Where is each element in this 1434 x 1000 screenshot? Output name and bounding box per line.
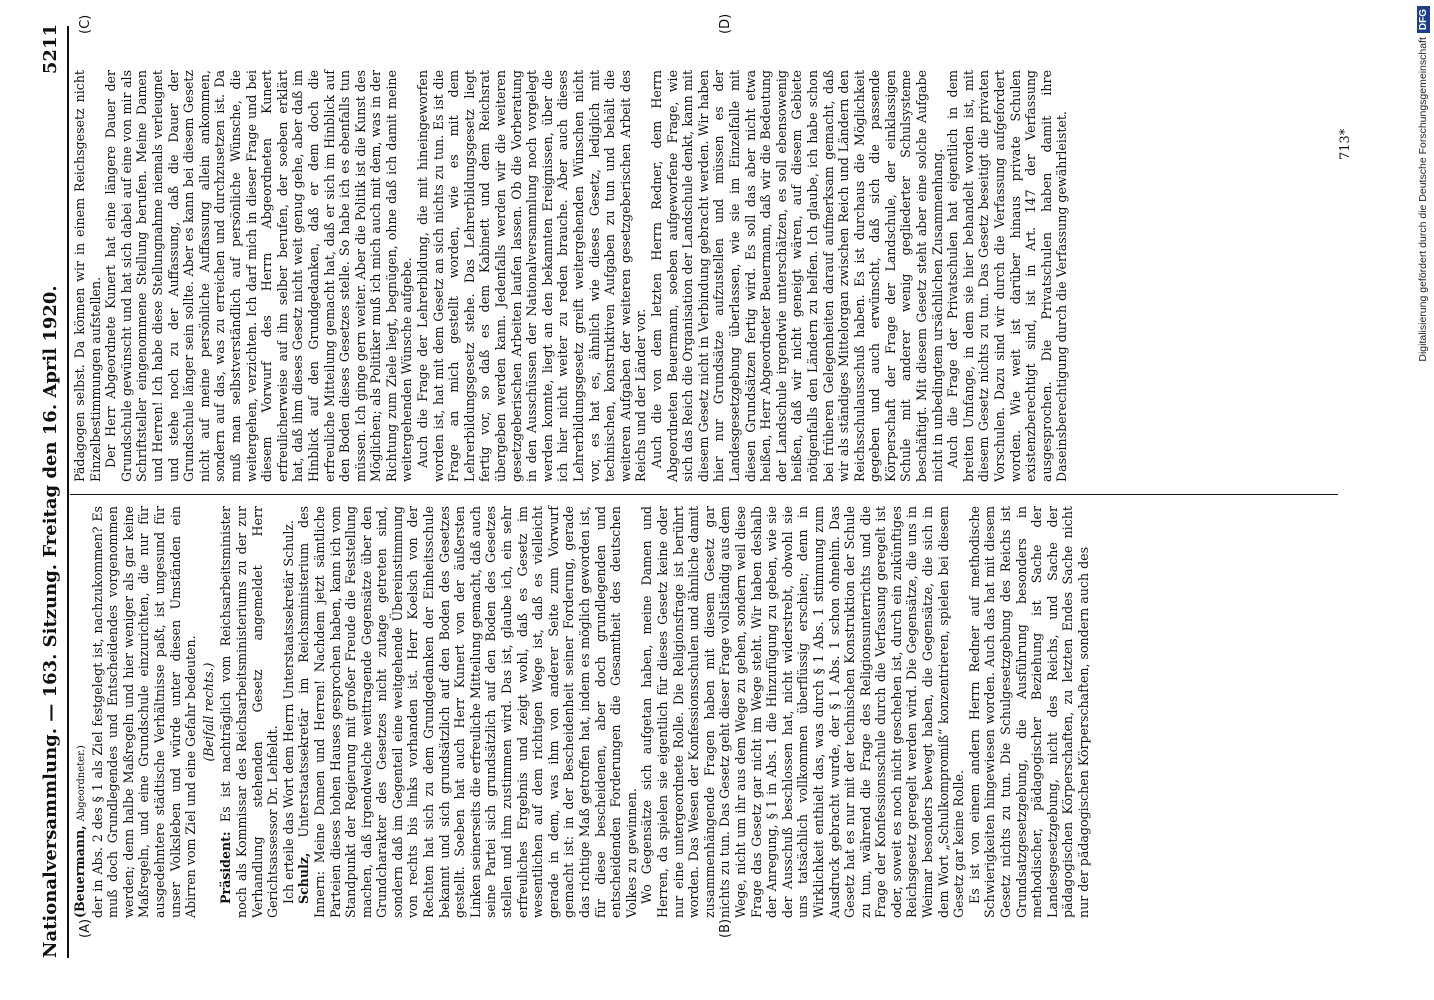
margin-mark-b: (B) <box>718 918 733 938</box>
paragraph: Auch die Frage der Privatschulen hat eigentlich in dem breiten Umfange, in dem sie hier behandelt worden ist, mit diesem Gesetz nichts zu tun. Das Gesetz beseitigt die privaten Vorschulen. Dazu sind wir durch die Verfassung aufgefordert worden. Wie weit ist darüber hinaus private Schulen existenzberechtigt sind, ist in Art. 147 der Verfassung ausgesprochen. Die Privatschulen haben damit ihre Daseinsberechtigung durch die Verfassung gewährleistet. <box>945 70 1070 482</box>
paragraph: Ich erteile das Wort dem Herrn Unterstaatssekretär Schulz. <box>280 520 296 904</box>
margin-mark-a: (A) <box>78 918 93 938</box>
paragraph: der in Abs. 2 des § 1 als Ziel festgelegt ist, nachzukommen? Es muß doch Grundlegendes und Entscheidendes vorgenommen werden; denn halbe Maßregeln und hier weniger als gar keine Maßregeln, und eine Grundschule einzurichten, die nur für ausgedehntere städtische Verhältnisse paßt, ist ungesund für unser Volksleben und würde unter diesen Umständen ein Abirren vom Ziel und eine Gefahr bedeuten. <box>89 506 199 918</box>
column-divider <box>70 494 1338 495</box>
credit-text: Digitalisierung gefördert durch die Deutsche Forschungsgemeinschaft <box>1417 37 1429 362</box>
left-column <box>72 506 1092 918</box>
dfg-logo: DFG <box>1417 6 1430 33</box>
digitization-credit <box>1412 0 1434 1000</box>
header-rule <box>67 26 69 958</box>
paragraph: Auch die von dem letzten Herrn Redner, dem Herrn Abgeordneten Beuermann, soeben aufgeworfene Frage, wie sich das Reich die Organisation der Landschule denkt, kann mit diesem Gesetz nicht in Verbindung gebracht werden. Wir haben hier nur Grundsätze aufzustellen und müssen es der Landesgesetzgebung überlassen, wie sie im Einzelfalle mit diesen Grundsätzen fertig wird. Es soll das aber nicht etwa heißen, Herr Abgeordneter Beuermann, daß wir die Bedeutung der Landschule irgendwie unterschätzen, es soll ebensowenig heißen, daß wir nicht geneigt wären, auf diesem Gebiete nötigenfalls den Ländern zu helfen. Ich glaube, ich habe schon bei früheren Gelegenheiten darauf aufmerksam gemacht, daß wir als ständiges Mittelorgan zwischen Reich und Ländern den Reichsschulausschuß haben. Es ist durchaus die Möglichkeit gegeben und auch erwünscht, daß sich die passende Körperschaft der Frage der Landschule, der einklassigen Schule mit anderer wenig gegliederter Schulsysteme beschäftigt. Mit diesem Gesetz steht aber eine solche Aufgabe nicht in unbedingtem ursächlichen Zusammenhang. <box>648 70 945 482</box>
speaker-role: Abgeordneter.) <box>76 745 87 822</box>
speaker-role: Unterstaatssekretär im Reichsministerium des Innern: <box>296 506 327 918</box>
paragraph: Der Herr Abgeordnete Kunert hat eine längere Dauer der Grundschule gewünscht und hat sich dabei auf eine von mir als Schriftsteller eingenommene Stellung berufen. Meine Damen und Herren! Ich habe diese Stellungnahme niemals verleugnet und stehe noch zu der Auffassung, daß die Dauer der Grundschule länger sein sollte. Aber es kann bei diesem Gesetz nicht auf meine persönliche Auffassung allein ankommen, sondern auf das, was zu erreichen und durchzusetzen ist. Da muß man selbstverständlich auf persönliche Wünsche, die weitergehen, verzichten. Ich darf mich in dieser Frage und bei diesem Vorwurf des Herrn Abgeordneten Kunert erfreulicherweise auf ihn selber berufen, der soeben erklärt hat, daß ihm dieses Gesetz nicht weit genug gehe, aber daß im Hinblick auf den Grundgedanken, daß er dem doch die erfreuliche Mitteilung gemacht hat, daß er sich im Hinblick auf den Boden dieses Gesetzes stelle. So habe ich es ebenfalls tun müssen. Ich ginge gern weiter. Aber die Politik ist die Kunst des Möglichen; als Politiker muß ich mich auch mit dem, was in der Richtung zum Ziele liegt, begnügen, ohne daß ich damit meine weitergehenden Wünsche aufgebe. <box>103 70 415 482</box>
footer-number: 713* <box>1338 128 1353 160</box>
paragraph: Auch die Frage der Lehrerbildung, die mit hineingeworfen worden ist, hat mit dem Gesetz an sich nichts zu tun. Es ist die Frage an mich gestellt worden, wie es mit dem Lehrerbildungsgesetz stehe. Das Lehrerbildungsgesetz liegt fertig vor, so daß es dem Kabinett und dem Reichsrat übergeben werden kann. Jedenfalls werden wir die weiteren gesetzgeberischen Arbeiten laufen lassen. Ob die Vorberatung in den Ausschüssen der Nationalversammlung noch vorgelegt werden konnte, liegt an den bekannten Ereignissen, über die ich hier nicht weiter zu reden brauche. Aber auch dieses Lehrerbildungsgesetz greift weitergehenden Wünschen nicht vor, es hat es, ähnlich wie dieses Gesetz, lediglich mit technischen, konstruktiven Aufgaben zu tun und behält die weiteren Aufgaben der weiteren gesetzgeberischen Arbeit des Reichs und der Länder vor. <box>415 70 649 482</box>
paragraph: Pädagogen selbst. Da können wir in einem Reichsgesetz nicht Einzelbestimmungen aufstellen. <box>72 70 103 482</box>
page-header <box>40 0 66 1000</box>
running-title: Nationalversammlung. — 163. Sitzung. Freitag den 16. April 1920. <box>40 285 61 958</box>
page-number: 5211 <box>40 24 61 75</box>
paragraph: Meine Damen und Herren! Nachdem jetzt sämtliche Parteien dieses hohen Hauses gesprochen haben, kann ich vom Standpunkt der Regierung mit großer Freude die Feststellung machen, daß irgendwelche weittragende Gegensätze über den Grundcharakter des Gesetzes nicht zutage getreten sind, sondern daß im Gegenteil eine weitgehende Übereinstimmung von rechts bis links vorhanden ist. Herr Koelsch von der Rechten hat sich zu dem Grundgedanken der Einheitsschule bekannt und sich grundsätzlich auf den Boden des Gesetzes gestellt. Soeben hat auch Herr Kunert von der äußersten Linken seinerseits die erfreuliche Mitteilung gemacht, daß auch seine Partei sich grundsätzlich auf den Boden des Gesetzes stellen und ihm zustimmen wird. Das ist, glaube ich, ein sehr erfreuliches Ergebnis und zeigt wohl, daß es Gesetz im wesentlichen auf dem richtigen Wege ist, daß es vielleicht gerade in dem, was ihm von anderer Seite zum Vorwurf gemacht ist: in der Bescheidenheit seiner Forderung, gerade das richtige Maß getroffen hat, indem es möglich geworden ist, für diese bescheidenen, aber doch grundlegenden und entscheidenden Forderungen die Gesamtheit des deutschen Volkes zu gewinnen. <box>311 506 639 918</box>
applause-note: (Beifall rechts.) <box>200 662 216 762</box>
speaker-name: (Beuermann, <box>72 825 87 918</box>
margin-mark-c: (C) <box>78 14 93 34</box>
right-column <box>72 70 1070 482</box>
paragraph: Wo Gegensätze sich aufgetan haben, meine Damen und Herren, da spielen sie eigentlich für dieses Gesetz keine oder nur eine untergeordnete Rolle. Die Religionsfrage ist berührt worden. Das Wesen der Konfessionsschulen und ähnliche damit zusammenhängende Fragen haben mit diesem Gesetz gar nichts zu tun. Das Gesetz geht dieser Frage vollständig aus dem Wege, nicht um ihr aus dem Wege zu gehen, sondern weil diese Frage das Gesetz gar nicht im Wege steht. Wir haben deshalb der Anregung, § 1 in Abs. 1 die Hinzufügung zu geben, wie sie der Ausschuß beschlossen hat, nicht widerstrebt, obwohl sie uns tatsächlich vollkommen überflüssig erschien; denn in Wirklichkeit enthielt das, was durch § 1 Abs. 1 stimmung zum Ausdruck gebracht wurde, der § 1 Abs. 1 schon ohnehin. Das Gesetz hat es nur mit der technischen Konstruktion der Schule zu tun, während die Frage des Religionsunterrichts und die Frage der Konfessionsschule durch die Verfassung geregelt ist oder, soweit es noch nicht geschehen ist, durch ein zukünftiges Reichsgesetz geregelt werden wird. Die Gegensätze, die uns in Weimar besonders bewegt haben, die Gegensätze, die sich in dem Wort „Schulkompromiß“ konzentrieren, spielen bei diesem Gesetz gar keine Rolle. <box>639 506 967 918</box>
speaker-name: Schulz, <box>296 852 312 904</box>
paragraph: Es ist nachträglich vom Reichsarbeitsminister noch als Kommissar des Reichsarbeitsministeriums zu der zur Verhandlung stehenden Gesetz angemeldet Herr Gerichtsassessor Dr. Lehfeldt. <box>218 506 281 918</box>
speaker-name: Präsident: <box>218 831 234 904</box>
paragraph: Es ist von einem andern Herrn Redner auf methodische Schwierigkeiten hingewiesen worden. Auch das hat mit diesem Gesetz nichts zu tun. Die Schulgesetzgebung des Reichs ist Grundsatzgesetzgebung, die Ausführung besonders in methodischer, pädagogischer Beziehung ist Sache der Landesgesetzgebung, nicht des Reichs, und Sache der pädagogischen Körperschaften, zu letzten Endes Sache nicht nur der pädagogischen Körperschaften, sondern auch des <box>966 506 1091 918</box>
margin-mark-d: (D) <box>718 13 733 34</box>
